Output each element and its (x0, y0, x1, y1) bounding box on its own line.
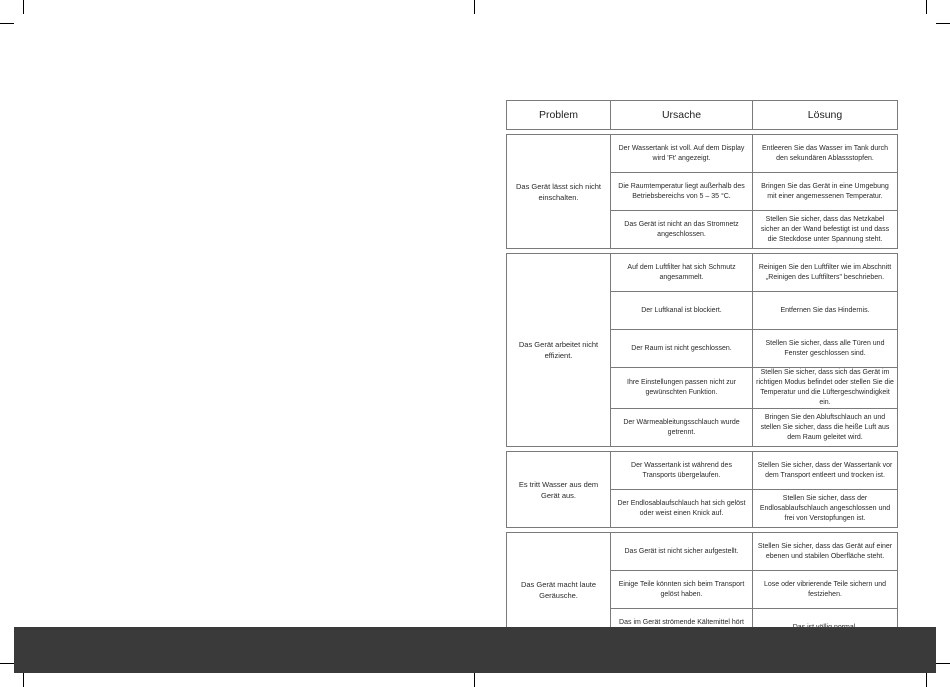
solution-cell: Reinigen Sie den Luftfilter wie im Abschnitt „Reinigen des Luftfilters" beschrieben. (753, 254, 898, 292)
solution-cell: Stellen Sie sicher, dass der Endlosablaufschlauch angeschlossen und frei von Verstopfungen ist. (753, 490, 898, 528)
problem-cell: Es tritt Wasser aus dem Gerät aus. (507, 452, 611, 528)
crop-mark (474, 673, 475, 687)
crop-mark (474, 0, 475, 14)
cause-cell: Das Gerät ist nicht an das Stromnetz angeschlossen. (611, 211, 753, 249)
cause-cell: Der Luftkanal ist blockiert. (611, 292, 753, 330)
troubleshooting-table (506, 100, 898, 647)
problem-cell: Das Gerät macht laute Geräusche. (507, 533, 611, 647)
cause-cell: Der Wärmeableitungsschlauch wurde getrennt. (611, 409, 753, 447)
footer-bar (14, 627, 936, 673)
solution-cell: Lose oder vibrierende Teile sichern und festziehen. (753, 571, 898, 609)
solution-cell: Stellen Sie sicher, dass der Wassertank vor dem Transport entleert und trocken ist. (753, 452, 898, 490)
problem-cell: Das Gerät lässt sich nicht einschalten. (507, 135, 611, 249)
table-row (507, 254, 898, 292)
solution-cell: Entleeren Sie das Wasser im Tank durch den sekundären Ablassstopfen. (753, 135, 898, 173)
solution-cell: Stellen Sie sicher, dass das Gerät auf einer ebenen und stabilen Oberfläche steht. (753, 533, 898, 571)
solution-cell: Stellen Sie sicher, dass sich das Gerät im richtigen Modus befindet oder stellen Sie die Temperatur und die Lüftergeschwindigkeit ein. (753, 368, 898, 409)
header-row (507, 101, 898, 130)
solution-cell: Entfernen Sie das Hindernis. (753, 292, 898, 330)
crop-mark (0, 23, 14, 24)
table-row (507, 135, 898, 173)
cause-cell: Ihre Einstellungen passen nicht zur gewünschten Funktion. (611, 368, 753, 409)
crop-mark (0, 663, 14, 664)
problem-cell: Das Gerät arbeitet nicht effizient. (507, 254, 611, 447)
crop-mark (926, 0, 927, 14)
cause-cell: Einige Teile könnten sich beim Transport gelöst haben. (611, 571, 753, 609)
solution-cell: Bringen Sie das Gerät in eine Umgebung mit einer angemessenen Temperatur. (753, 173, 898, 211)
crop-mark (926, 673, 927, 687)
cause-cell: Der Wassertank ist voll. Auf dem Display wird 'Ft' angezeigt. (611, 135, 753, 173)
crop-mark (23, 673, 24, 687)
header-solution: Lösung (753, 101, 898, 130)
crop-mark (936, 663, 950, 664)
solution-cell: Stellen Sie sicher, dass alle Türen und Fenster geschlossen sind. (753, 330, 898, 368)
crop-mark (936, 23, 950, 24)
cause-cell: Der Endlosablaufschlauch hat sich gelöst oder weist einen Knick auf. (611, 490, 753, 528)
cause-cell: Der Raum ist nicht geschlossen. (611, 330, 753, 368)
table-row (507, 533, 898, 571)
solution-cell: Bringen Sie den Abluftschlauch an und stellen Sie sicher, dass die heiße Luft aus dem Raum geleitet wird. (753, 409, 898, 447)
header-cause: Ursache (611, 101, 753, 130)
header-problem: Problem (507, 101, 611, 130)
cause-cell: Das im Gerät strömende Kältemittel hört (611, 609, 753, 647)
cause-cell: Das Gerät ist nicht sicher aufgestellt. (611, 533, 753, 571)
crop-mark (23, 0, 24, 14)
cause-cell: Der Wassertank ist während des Transports übergelaufen. (611, 452, 753, 490)
solution-cell: Stellen Sie sicher, dass das Netzkabel sicher an der Wand befestigt ist und dass die Steckdose unter Spannung steht. (753, 211, 898, 249)
table-row (507, 452, 898, 490)
cause-cell: Die Raumtemperatur liegt außerhalb des Betriebsbereichs von 5 – 35 °C. (611, 173, 753, 211)
cause-cell: Auf dem Luftfilter hat sich Schmutz angesammelt. (611, 254, 753, 292)
